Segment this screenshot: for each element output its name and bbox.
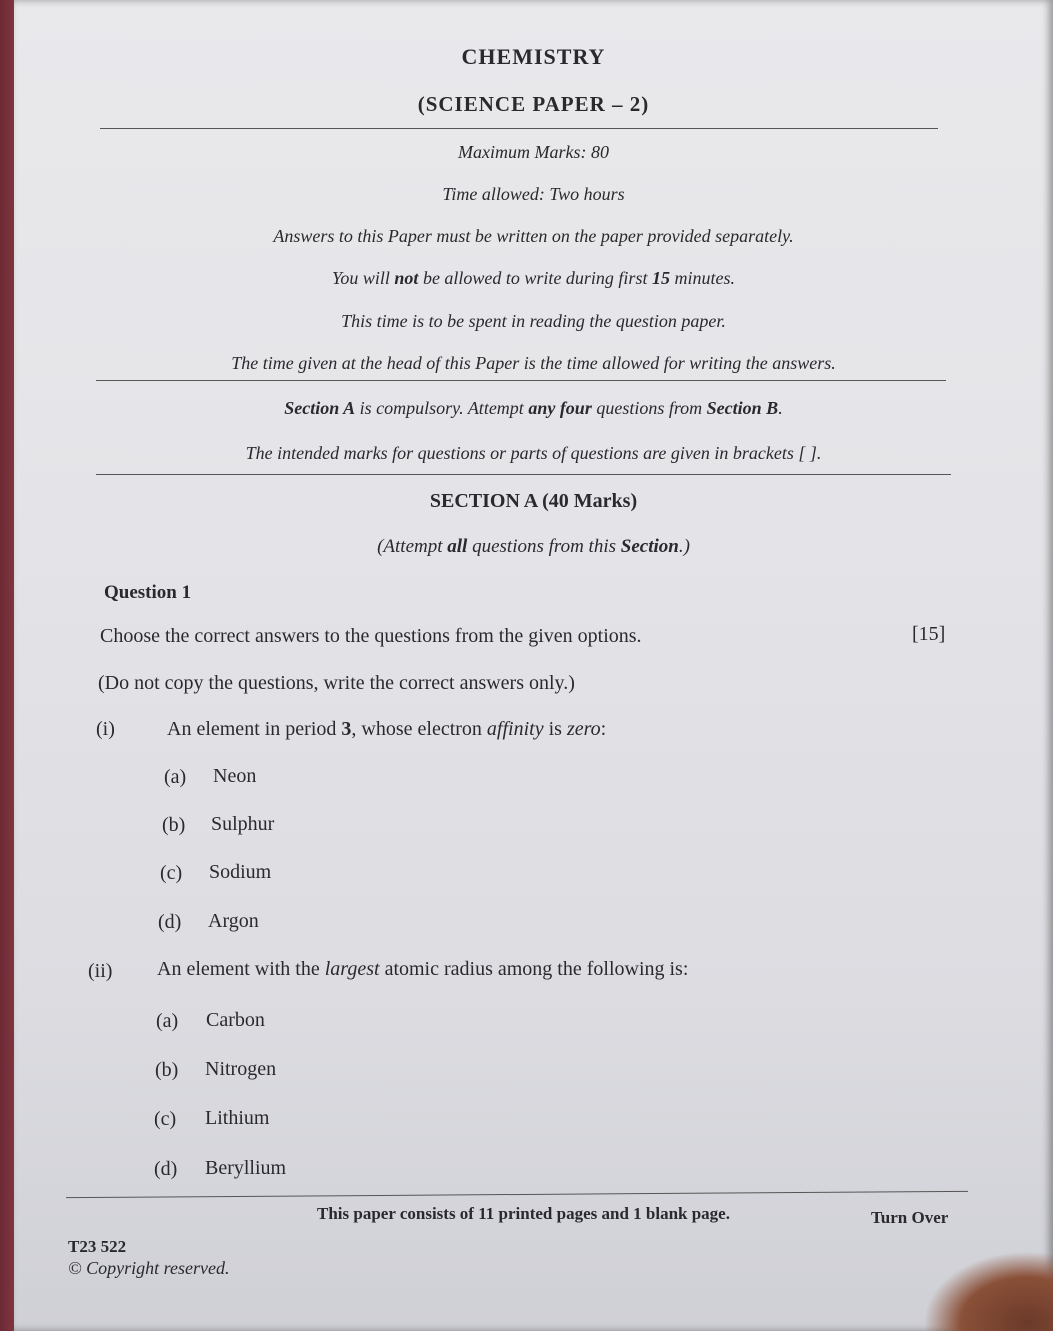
option-label: (b) [162,814,186,836]
paper-code: T23 522 [68,1237,127,1256]
option-label: (a) [164,766,187,788]
text-span: atomic radius among the following is: [379,958,689,980]
option-text: Sulphur [211,813,275,835]
text-span: questions from this [467,536,621,557]
text-span: is [543,718,567,740]
question-marks: [15] [912,623,946,645]
divider [96,380,946,381]
instruction-answers: Answers to this Paper must be written on the paper provided separately. [273,226,794,246]
marks-note: The intended marks for questions or parts of questions are given in brackets [ ]. [245,443,822,463]
option-label: (a) [156,1010,179,1032]
section-note [14,536,1053,558]
text-span: questions from [591,398,707,418]
option-label: (d) [158,911,182,933]
text-span: (Attempt [377,536,448,557]
question-paper [14,0,1053,1331]
time-allowed: Time allowed: Two hours [442,184,625,204]
text-span: .) [678,536,690,557]
option-text: Lithium [205,1107,270,1129]
option-text: Nitrogen [205,1058,277,1080]
text-italic: largest [324,958,380,980]
text-bold: Section A [284,398,356,418]
text-span: An element with the [157,958,325,980]
paper-title: (SCIENCE PAPER – 2) [417,92,650,116]
text-bold: Section B [706,398,779,418]
divider [100,128,938,129]
text-bold: not [394,268,419,288]
text-span: An element in period [167,718,342,740]
text-span: . [778,398,783,418]
max-marks: Maximum Marks: 80 [458,142,609,162]
text-bold: any four [528,398,592,418]
text-span: is compulsory. Attempt [355,398,529,418]
option-label: (c) [154,1108,177,1130]
instruction-time-head: The time given at the head of this Paper is the time allowed for writing the answers. [231,353,836,373]
text-bold: 15 [651,268,670,288]
subject-title: CHEMISTRY [461,44,606,69]
option-text: Sodium [209,861,272,883]
divider [66,1191,968,1198]
page-count: This paper consists of 11 printed pages and 1 blank page. [317,1204,730,1223]
option-text: Neon [213,765,257,787]
section-title: SECTION A (40 Marks) [429,490,638,512]
finger-shadow [923,1251,1053,1331]
part-number: (ii) [88,960,113,982]
option-label: (b) [155,1059,179,1081]
instruction-reading-time [14,268,1053,289]
question-instruction: Choose the correct answers to the questions from the given options. [100,625,642,647]
text-bold: 3 [341,718,352,740]
text-bold: Section [620,536,679,557]
option-text: Beryllium [205,1157,287,1179]
text-bold: all [447,536,468,557]
option-label: (d) [154,1158,178,1180]
option-label: (c) [160,862,183,884]
text-span: minutes. [669,268,735,288]
text-italic: zero [566,718,601,740]
text-span: , whose electron [351,718,487,740]
copyright: © Copyright reserved. [68,1258,230,1278]
part-stem [157,958,688,981]
text-italic: affinity [486,718,544,740]
text-span: be allowed to write during first [418,268,652,288]
option-text: Carbon [206,1009,265,1031]
instruction-reading-purpose: This time is to be spent in reading the question paper. [341,311,726,331]
option-text: Argon [208,910,259,932]
question-heading: Question 1 [104,582,192,603]
part-number: (i) [96,718,115,740]
text-span: : [600,718,607,740]
question-note: (Do not copy the questions, write the correct answers only.) [98,672,575,694]
text-span: You will [332,268,395,288]
part-stem [167,718,606,741]
divider [96,474,951,475]
section-instruction [14,398,1053,419]
turn-over: Turn Over [871,1208,949,1227]
